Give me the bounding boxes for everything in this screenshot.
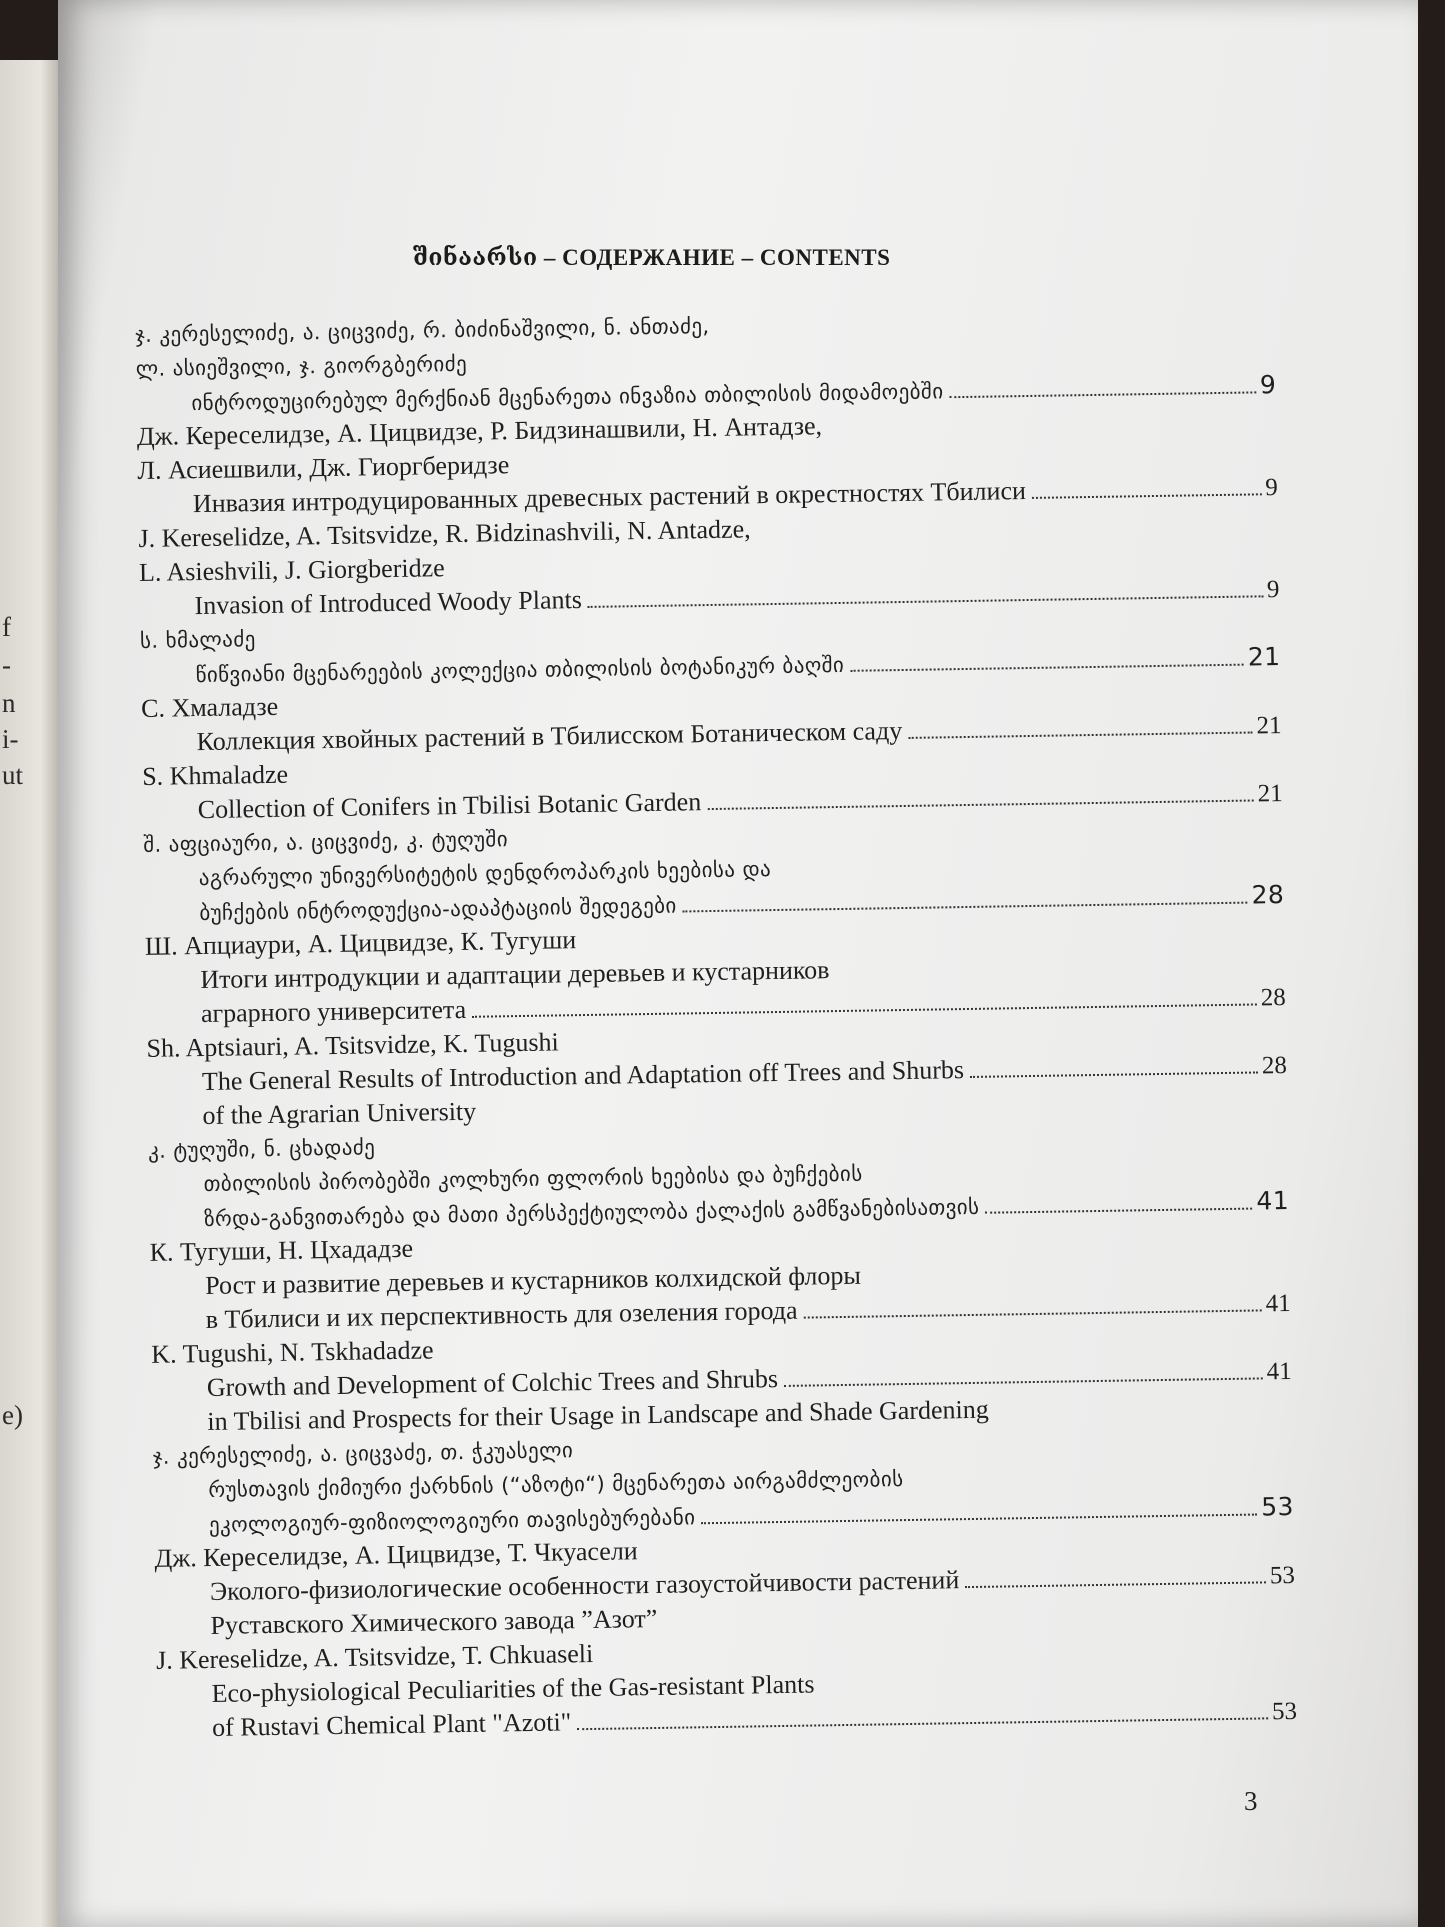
toc-authors: შ. აფციაური, ა. ციცვიძე, კ. ტუღუში	[143, 827, 509, 857]
toc-page-number: 53	[1271, 1697, 1298, 1726]
dot-leader	[577, 1717, 1268, 1730]
toc-authors: L. Asieshvili, J. Giorgberidze	[138, 553, 445, 587]
toc-entry	[151, 1320, 1292, 1440]
toc-title-text: ეკოლოგიურ-ფიზიოლოგიური თავისებურებანი	[208, 1505, 696, 1537]
toc-title-line: აგრარული უნივერსიტეტის დენდროპარკის ხეებისა და	[198, 857, 772, 891]
toc-authors: ს. ხმალაძე	[139, 627, 256, 653]
toc-authors: Дж. Кереселидзе, А. Цицвидзе, Р. Бидзинашвили, Н. Антадзе,	[136, 411, 823, 451]
toc-title-text: аграрного университета	[200, 994, 467, 1029]
toc-authors: K. Tugushi, N. Tskhadadze	[151, 1335, 434, 1369]
page-number: 3	[1244, 1786, 1258, 1816]
toc-title-line: in Tbilisi and Prospects for their Usage in Landscape and Shade Gardening	[207, 1394, 989, 1436]
toc-entry	[156, 1626, 1297, 1746]
toc-entry	[145, 912, 1286, 1032]
toc-page-number: 28	[1251, 880, 1285, 910]
toc-title-line: Eco-physiological Peculiarities of the Gas-resistant Plants	[211, 1669, 815, 1708]
toc-title-line: Руставского Химического завода ”Азот”	[210, 1603, 658, 1640]
toc-entry	[146, 1014, 1287, 1134]
toc-authors: J. Kereselidze, A. Tsitsvidze, R. Bidzinashvili, N. Antadze,	[138, 514, 751, 553]
facing-page-fragment: i-	[2, 724, 19, 754]
toc-page-number: 9	[1266, 576, 1280, 604]
facing-page-fragment: -	[2, 650, 11, 680]
toc-entry	[135, 300, 1276, 420]
toc-page-number: 41	[1256, 1185, 1290, 1216]
dot-leader	[986, 1208, 1253, 1214]
toc-authors: Ш. Апциаури, А. Цицвидзе, К. Тугуши	[144, 925, 577, 961]
facing-page-fragment: ut	[2, 760, 24, 790]
toc-page-number: 28	[1261, 1052, 1288, 1080]
dot-leader	[707, 799, 1253, 810]
toc-authors: Л. Асиешвили, Дж. Гиоргберидзе	[137, 450, 510, 485]
dot-leader	[965, 1581, 1266, 1588]
toc-title-text: Коллекция хвойных растений в Тбилисском Ботаническом саду	[196, 716, 903, 757]
toc-title-text: Collection of Conifers in Tbilisi Botanic Garden	[197, 787, 702, 825]
facing-page-fragment: f	[2, 612, 11, 642]
toc-title-line: Рост и развитие деревьев и кустарников колхидской флоры	[204, 1260, 862, 1301]
dot-leader	[850, 664, 1244, 672]
toc-entry	[137, 402, 1278, 522]
toc-authors: S. Khmaladze	[141, 759, 289, 791]
toc-title-text: ინტროდუცირებულ მერქნიან მცენარეთა ინვაზია თბილისის მიდამოებში	[191, 379, 944, 416]
toc-page-number: 41	[1266, 1357, 1292, 1386]
toc-page-number: 9	[1259, 370, 1277, 400]
contents-heading: შინაარსი – СОДЕРЖАНИЕ – CONTENTS	[413, 245, 891, 270]
toc-title-text: Growth and Development of Colchic Trees and Shrubs	[206, 1364, 779, 1403]
facing-page-fragment: n	[2, 688, 16, 718]
toc-authors: ჯ. კერესელიძე, ა. ციცვიძე, რ. ბიძინაშვილი, ნ. ანთაძე,	[135, 313, 710, 347]
dot-leader	[784, 1377, 1263, 1387]
toc-authors: Дж. Кереселидзе, А. Цицвидзе, Т. Чкуасели	[154, 1536, 638, 1573]
toc-title-text: ზრდა-განვითარება და მათი პერსპექტიულობა ქალაქის გამწვანებისათვის	[203, 1194, 980, 1232]
toc-title-text: The General Results of Introduction and Adaptation off Trees and Shurbs	[201, 1055, 965, 1097]
toc-authors: С. Хмаладзе	[140, 691, 279, 723]
toc-authors: J. Kereselidze, A. Tsitsvidze, T. Chkuaseli	[155, 1638, 594, 1675]
toc-entry	[143, 810, 1284, 930]
toc-page-number: 9	[1265, 474, 1279, 502]
toc-entry	[149, 1218, 1290, 1338]
toc-title-line: Итоги интродукции и адаптации деревьев и кустарников	[200, 955, 830, 995]
toc-entry	[138, 504, 1279, 624]
toc-title-text: of Rustavi Chemical Plant "Azoti"	[211, 1707, 572, 1742]
toc-title-text: წიწვიანი მცენარეების კოლექცია თბილისის ბოტანიკურ ბაღში	[195, 652, 845, 688]
dot-leader	[804, 1309, 1262, 1318]
toc-entry	[153, 1422, 1294, 1542]
toc-page-number: 28	[1260, 984, 1287, 1012]
toc-page-number: 41	[1265, 1289, 1291, 1318]
toc-authors: ლ. ასიეშვილი, ჯ. გიორგბერიძე	[135, 351, 468, 381]
toc-page-number: 53	[1269, 1561, 1296, 1590]
toc-page-number: 53	[1260, 1491, 1295, 1522]
toc-authors: Sh. Aptsiauri, A. Tsitsvidze, K. Tugushi	[146, 1027, 559, 1063]
toc-page-number: 21	[1256, 712, 1282, 740]
toc-title-line: of the Agrarian University	[202, 1096, 477, 1131]
toc-authors: ჯ. კერესელიძე, ა. ციცვაძე, თ. ჭკუასელი	[152, 1438, 574, 1469]
toc-title-text: Эколого-физиологические особенности газоустойчивости растений	[209, 1565, 960, 1606]
toc-title-line: თბილისის პირობებში კოლხური ფლორის ხეებისა და ბუჩქების	[203, 1161, 863, 1197]
contents-page	[58, 0, 1418, 1927]
dot-leader	[970, 1071, 1258, 1078]
toc-title-text: Инвазия интродуцированных древесных растений в окрестностях Тбилиси	[192, 476, 1027, 519]
dot-leader	[683, 902, 1248, 913]
toc-authors: კ. ტუღუში, ნ. ცხადაძე	[147, 1135, 376, 1163]
dot-leader	[908, 731, 1252, 738]
toc-page-number: 21	[1257, 780, 1283, 808]
toc-authors: К. Тугуши, Н. Цхададзе	[149, 1233, 414, 1267]
toc-title-text: ბუჩქების ინტროდუქცია-ადაპტაციის შედეგები	[199, 893, 677, 926]
toc-entry	[154, 1524, 1295, 1644]
toc-title-text: Invasion of Introduced Woody Plants	[194, 585, 583, 621]
toc-page-number: 21	[1247, 642, 1281, 672]
toc-title-text: в Тбилиси и их перспективность для озеления города	[205, 1295, 798, 1335]
table-of-contents	[135, 300, 1297, 1746]
facing-page-fragment: e)	[2, 1400, 23, 1430]
toc-title-line: რუსთავის ქიმიური ქარხნის (“აზოტი“) მცენარეთა აირგამძლეობის	[208, 1467, 904, 1502]
dot-leader	[1032, 493, 1261, 499]
facing-page-edge	[0, 60, 58, 1927]
dot-leader	[588, 595, 1263, 608]
toc-entry	[148, 1116, 1289, 1236]
dot-leader	[950, 391, 1256, 398]
dot-leader	[701, 1514, 1257, 1525]
